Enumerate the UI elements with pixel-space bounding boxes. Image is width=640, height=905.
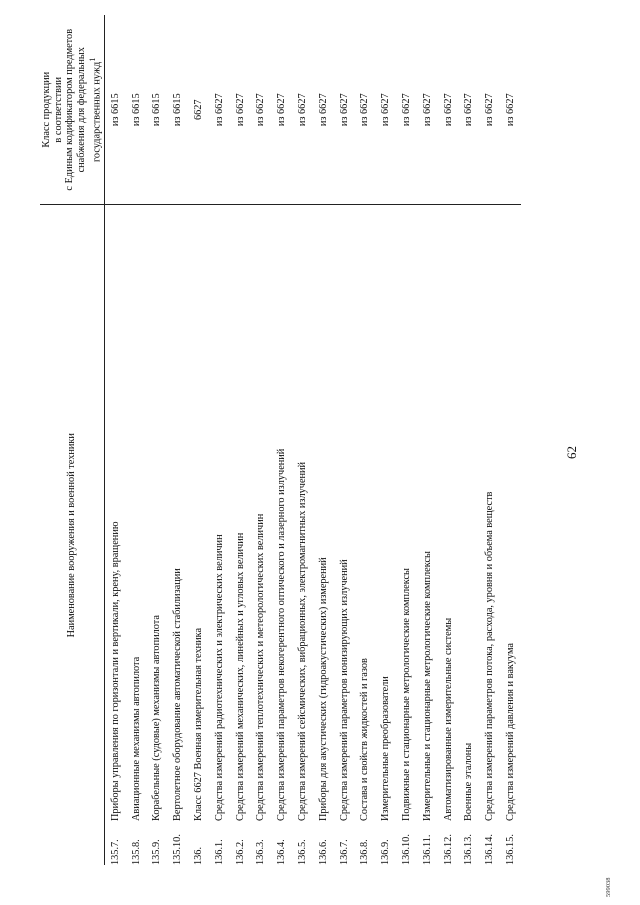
table-row	[479, 15, 500, 865]
row-code: 136.4.	[276, 839, 288, 865]
row-name: Средства измерений радиотехнических и электрических величин	[209, 205, 230, 821]
row-class: из 6627	[504, 93, 516, 127]
table-row	[126, 15, 147, 865]
row-name: Военные эталоны	[458, 205, 479, 821]
row-name: Приборы управления по горизонтали и вертикали, крену, вращению	[104, 205, 125, 821]
table-row	[292, 15, 313, 865]
table-row	[313, 15, 334, 865]
row-code: 136.8.	[359, 839, 371, 865]
row-class: из 6627	[400, 93, 412, 127]
table-row	[209, 15, 230, 865]
table-header-row	[40, 15, 104, 865]
row-code: 136.11.	[421, 834, 433, 865]
row-code: 136.10.	[400, 834, 412, 865]
table-row	[354, 15, 375, 865]
header-class-line: в соответствии	[52, 76, 64, 143]
row-name: Средства измерений сейсмических, вибрационных, электромагнитных излучений	[292, 205, 313, 821]
table-row	[458, 15, 479, 865]
header-class-line: с Единым кодификатором предметов	[64, 28, 75, 191]
table-row	[375, 15, 396, 865]
row-name: Измерительные преобразователи	[375, 205, 396, 821]
row-name: Вертолетное оборудование автоматической стабилизации	[167, 205, 188, 821]
row-name: Класс 6627 Военная измерительная техника	[188, 205, 209, 821]
row-name: Средства измерений параметров потока, расхода, уровня и объема веществ	[479, 205, 500, 821]
row-name: Авиационные механизмы автопилота	[126, 205, 147, 821]
row-class: из 6627	[213, 93, 225, 127]
row-code: 136.5.	[296, 839, 308, 865]
table-row	[396, 15, 417, 865]
weapons-classification-table	[40, 15, 521, 865]
row-name: Средства измерений механических, линейных и угловых величин	[230, 205, 251, 821]
row-code: 135.10.	[172, 834, 184, 865]
row-class: из 6627	[442, 93, 454, 127]
row-name: Средства измерений давления и вакуума	[500, 205, 521, 821]
table-row	[438, 15, 459, 865]
row-class: из 6627	[463, 93, 475, 127]
row-code: 136.3.	[255, 839, 267, 865]
row-code: 135.7.	[109, 839, 121, 865]
document-code: 599038	[605, 877, 612, 897]
row-code: 136.1.	[213, 839, 225, 865]
table-row	[188, 15, 209, 865]
row-class: из 6627	[484, 93, 496, 127]
row-code: 136.2.	[234, 839, 246, 865]
table-row	[104, 15, 125, 865]
table-row	[230, 15, 251, 865]
row-code: 136.14.	[484, 834, 496, 865]
row-code: 136.13.	[463, 834, 475, 865]
table-row	[271, 15, 292, 865]
row-class: из 6627	[317, 93, 329, 127]
row-code: 136.9.	[380, 839, 392, 865]
row-code: 136.12.	[442, 834, 454, 865]
row-class: из 6627	[255, 93, 267, 127]
row-class: из 6627	[296, 93, 308, 127]
table-body	[104, 15, 520, 865]
row-class: из 6627	[276, 93, 288, 127]
row-name: Состава и свойств жидкостей и газов	[354, 205, 375, 821]
row-class: из 6627	[338, 93, 350, 127]
footnote-marker: 1	[87, 57, 97, 62]
header-class-line: государственных нужд	[91, 61, 103, 163]
row-class: 6627	[193, 99, 204, 121]
table-row	[500, 15, 521, 865]
header-class-line: Класс продукции	[41, 71, 52, 148]
row-name: Средства измерений параметров ионизирующих излучений	[334, 205, 355, 821]
row-code: 136.	[193, 846, 204, 865]
table-row	[167, 15, 188, 865]
row-class: из 6615	[130, 93, 142, 127]
row-name: Автоматизированные измерительные системы	[438, 205, 459, 821]
table-row	[334, 15, 355, 865]
row-class: из 6615	[172, 93, 184, 127]
row-name: Приборы для акустических (гидроакустических) измерений	[313, 205, 334, 821]
table-row	[251, 15, 272, 865]
row-code: 136.6.	[317, 839, 329, 865]
row-name: Средства измерений теплотехнических и метеорологических величин	[251, 205, 272, 821]
row-code: 135.8.	[130, 839, 142, 865]
row-code: 136.15.	[504, 834, 516, 865]
row-class: из 6615	[109, 93, 121, 127]
row-class: из 6627	[421, 93, 433, 127]
row-class: из 6627	[380, 93, 392, 127]
page-number: 62	[564, 446, 579, 459]
row-name: Корабельные (судовые) механизмы автопилота	[147, 205, 168, 821]
header-class	[40, 15, 104, 205]
row-class: из 6627	[234, 93, 246, 127]
table-row	[147, 15, 168, 865]
row-name: Подвижные и стационарные метрологические комплексы	[396, 205, 417, 821]
table-row	[417, 15, 438, 865]
row-name: Средства измерений параметров некогерентного оптического и лазерного излучений	[271, 205, 292, 821]
row-name: Измерительные и стационарные метрологические комплексы	[417, 205, 438, 821]
row-class: из 6627	[359, 93, 371, 127]
header-name: Наименование вооружения и военной техники	[40, 205, 104, 865]
header-class-line: снабжения для федеральных	[75, 47, 87, 173]
row-code: 136.7.	[338, 839, 350, 865]
row-code: 135.9.	[151, 839, 163, 865]
row-class: из 6615	[151, 93, 163, 127]
